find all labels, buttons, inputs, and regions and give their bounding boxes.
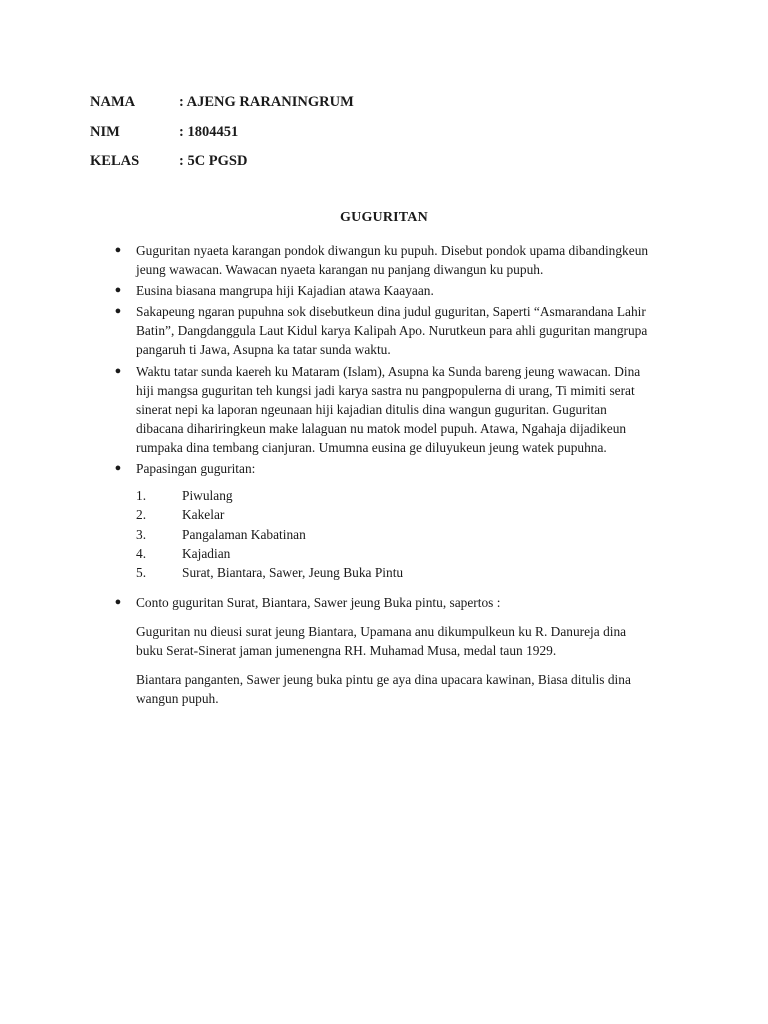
list-number: 1. (136, 488, 147, 504)
bullet-item (112, 281, 652, 300)
bullet-item (112, 459, 652, 478)
info-row-nim (90, 122, 510, 152)
list-number: 5. (136, 565, 147, 581)
document-body (112, 241, 652, 708)
list-text: Kakelar (182, 507, 225, 523)
bullet-text: Conto guguritan Surat, Biantara, Sawer jeung Buka pintu, sapertos : (136, 594, 501, 610)
info-label-name: NAMA (90, 94, 136, 110)
bullet-text: Sakapeung ngaran pupuhna sok disebutkeun dina judul guguritan, Saperti “Asmarandana Lahir Batin”, Dangdanggula Laut Kidul karya Kalipah Apo. Nurutkeun para ahli guguritan mangrupa pangaruh ti Jawa, Asupna ka tatar sunda waktu. (136, 304, 648, 358)
list-text: Pangalaman Kabatinan (182, 526, 306, 542)
bullet-item (112, 302, 652, 359)
list-item (136, 505, 652, 524)
list-text: Piwulang (182, 488, 233, 504)
bullet-icon: ● (114, 595, 122, 608)
list-number: 4. (136, 546, 147, 562)
list-item (136, 563, 652, 582)
bullet-icon: ● (114, 244, 122, 256)
info-label-nim: NIM (90, 123, 120, 140)
info-row-class (90, 151, 510, 181)
list-number: 2. (136, 507, 147, 523)
bullet-text: Eusina biasana mangrupa hiji Kajadian atawa Kaayaan. (136, 283, 434, 299)
info-value-nim: : 1804451 (179, 123, 239, 140)
bullet-icon: ● (114, 305, 122, 318)
info-label-class: KELAS (90, 153, 140, 169)
example-paragraph: Guguritan nu dieusi surat jeung Biantara, Upamana anu dikumpulkeun ku R. Danureja dina buku Serat-Sinerat jaman jumenengna RH. Muhamad Musa, medal taun 1929. (136, 623, 627, 658)
list-text: Surat, Biantara, Sawer, Jeung Buka Pintu (182, 565, 404, 581)
numbered-list (112, 486, 652, 582)
bullet-icon: ● (114, 284, 122, 297)
list-number: 3. (136, 526, 147, 542)
bullet-item (112, 241, 652, 279)
list-item (136, 544, 652, 563)
bullet-text: Guguritan nyaeta karangan pondok diwangun ku pupuh. Disebut pondok upama dibandingkeun jeung wawacan. Wawacan nyaeta karangan nu panjang diwangun ku pupuh. (136, 243, 649, 278)
info-value-class: : 5C PGSD (179, 153, 248, 169)
list-item (136, 486, 652, 505)
list-text: Kajadian (182, 546, 231, 562)
example-paragraph: Biantara panganten, Sawer jeung buka pintu ge aya dina upacara kawinan, Biasa ditulis dina wangun pupuh. (136, 671, 631, 706)
document-title: GUGURITAN (340, 210, 428, 225)
student-info (90, 92, 510, 181)
bullet-icon: ● (114, 462, 122, 475)
bullet-text: Papasingan guguritan: (136, 461, 256, 477)
info-row-name (90, 92, 510, 122)
bullet-text: Waktu tatar sunda kaereh ku Mataram (Islam), Asupna ka Sunda bareng jeung wawacan. Dina hiji mangsa guguritan teh kungsi jadi karya sastra nu pangpopulerna di urang, Ti mimiti serat sinerat nepi ka laporan ngeunaan hiji kajadian ditulis dina wangun guguritan. Guguritan dibacana dihariringkeun make lalaguan nu matok model pupuh. Atawa, Ngahaja dijadikeun rumpaka dina tembang cianjuran. Umumna eusina ge diluyukeun jeung watek pupuhna. (136, 363, 641, 455)
info-value-name: : AJENG RARANINGRUM (179, 94, 354, 110)
bullet-icon: ● (114, 364, 122, 377)
list-item (136, 525, 652, 544)
bullet-item (112, 362, 652, 457)
bullet-item (112, 593, 652, 612)
